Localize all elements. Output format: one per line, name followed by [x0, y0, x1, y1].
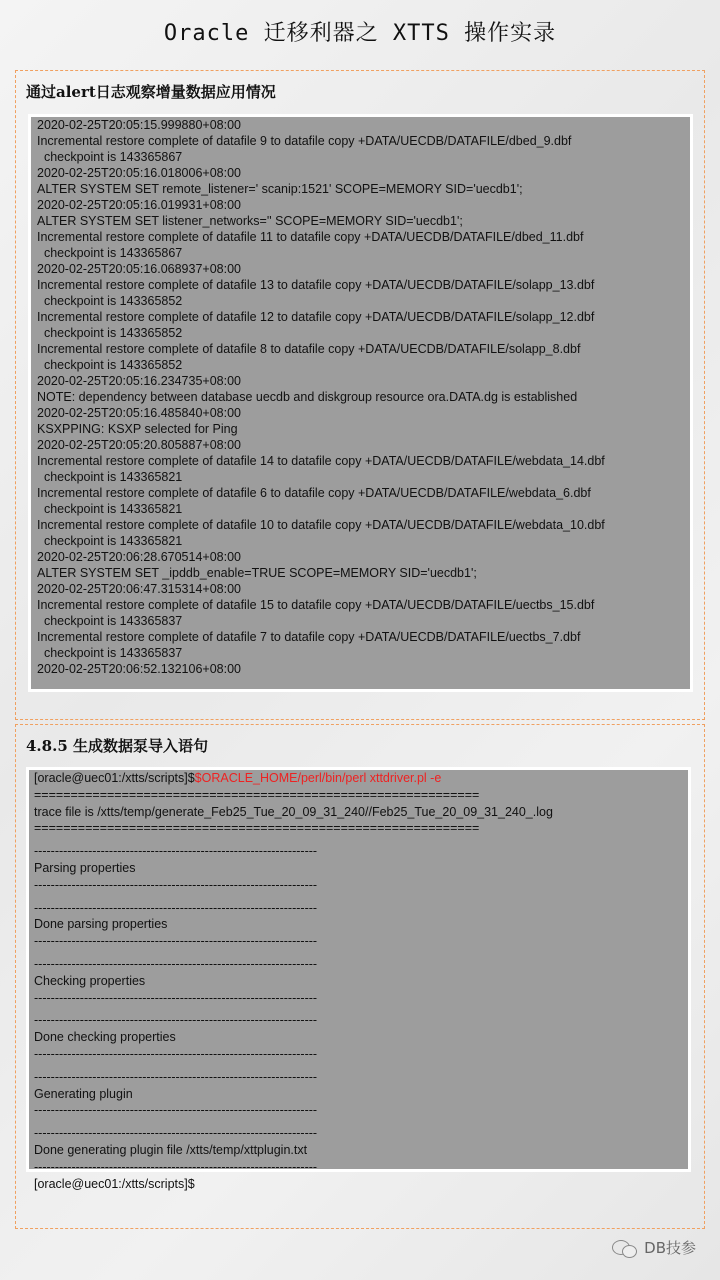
code-line: =============================================================	[34, 787, 480, 802]
code-line: ALTER SYSTEM SET _ipddb_enable=TRUE SCOPE=MEMORY SID='uecdb1';	[37, 566, 477, 580]
alert-log-code-block	[28, 114, 693, 692]
code-line: Incremental restore complete of datafile 14 to datafile copy +DATA/UECDB/DATAFILE/webdata_14.dbf	[37, 454, 605, 468]
code-line: trace file is /xtts/temp/generate_Feb25_Tue_20_09_31_240//Feb25_Tue_20_09_31_240_.log	[34, 804, 553, 819]
code-line: checkpoint is 143365821	[37, 470, 183, 484]
code-line: checkpoint is 143365821	[37, 502, 183, 516]
watermark	[612, 1237, 696, 1258]
code-line: 2020-02-25T20:06:28.670514+08:00	[37, 550, 241, 564]
code-line: ALTER SYSTEM SET listener_networks='' SCOPE=MEMORY SID='uecdb1';	[37, 214, 463, 228]
code-line: Done generating plugin file /xtts/temp/xttplugin.txt	[34, 1142, 308, 1157]
code-line: Done checking properties	[34, 1030, 176, 1045]
code-line: checkpoint is 143365867	[37, 246, 183, 260]
code-line: 2020-02-25T20:05:16.018006+08:00	[37, 166, 241, 180]
code-line: --------------------------------------------------------------------	[34, 844, 318, 859]
code-line: checkpoint is 143365852	[37, 358, 183, 372]
code-line: Incremental restore complete of datafile 11 to datafile copy +DATA/UECDB/DATAFILE/dbed_11.dbf	[37, 230, 584, 244]
code-line: 2020-02-25T20:05:15.999880+08:00	[37, 118, 241, 132]
code-line: Checking properties	[34, 973, 146, 988]
code-line: --------------------------------------------------------------------	[34, 1046, 318, 1061]
code-line: Incremental restore complete of datafile 12 to datafile copy +DATA/UECDB/DATAFILE/solapp_12.dbf	[37, 310, 595, 324]
code-line: Incremental restore complete of datafile 15 to datafile copy +DATA/UECDB/DATAFILE/uectbs_15.dbf	[37, 598, 595, 612]
code-line: --------------------------------------------------------------------	[34, 990, 318, 1005]
code-line: checkpoint is 143365852	[37, 326, 183, 340]
code-line: Incremental restore complete of datafile 13 to datafile copy +DATA/UECDB/DATAFILE/solapp_13.dbf	[37, 278, 595, 292]
code-line: [oracle@uec01:/xtts/scripts]$	[34, 1176, 195, 1191]
code-line: --------------------------------------------------------------------	[34, 956, 318, 971]
code-line: Incremental restore complete of datafile 8 to datafile copy +DATA/UECDB/DATAFILE/solapp_8.dbf	[37, 342, 581, 356]
code-line: --------------------------------------------------------------------	[34, 1159, 318, 1174]
section-heading: 通过alert日志观察增量数据应用情况	[26, 83, 276, 101]
code-line: Incremental restore complete of datafile 9 to datafile copy +DATA/UECDB/DATAFILE/dbed_9.dbf	[37, 134, 572, 148]
code-line: 2020-02-25T20:05:16.068937+08:00	[37, 262, 241, 276]
wechat-icon	[612, 1238, 638, 1258]
alert-log-lines	[37, 117, 684, 677]
code-line: 2020-02-25T20:06:47.315314+08:00	[37, 582, 241, 596]
code-line: --------------------------------------------------------------------	[34, 934, 318, 949]
code-line: Generating plugin	[34, 1086, 133, 1101]
code-line: KSXPPING: KSXP selected for Ping	[37, 422, 238, 436]
section-heading: 4.8.5 生成数据泵导入语句	[26, 737, 208, 755]
code-line: checkpoint is 143365821	[37, 534, 183, 548]
code-line: checkpoint is 143365837	[37, 614, 183, 628]
code-line: =============================================================	[34, 821, 480, 836]
datapump-lines	[34, 770, 683, 1192]
code-line: 2020-02-25T20:05:16.485840+08:00	[37, 406, 241, 420]
page-title: Oracle 迁移利器之 XTTS 操作实录	[163, 21, 557, 46]
code-line: Parsing properties	[34, 860, 136, 875]
code-line: Incremental restore complete of datafile 10 to datafile copy +DATA/UECDB/DATAFILE/webdata_10.dbf	[37, 518, 605, 532]
shell-prompt: [oracle@uec01:/xtts/scripts]$	[34, 771, 195, 785]
datapump-code-block	[26, 767, 691, 1191]
code-line: 2020-02-25T20:06:52.132106+08:00	[37, 662, 241, 676]
code-line: --------------------------------------------------------------------	[34, 1103, 318, 1118]
code-line: checkpoint is 143365837	[37, 646, 183, 660]
watermark-text: DB技参	[644, 1239, 696, 1257]
datapump-section	[15, 724, 705, 1229]
code-line: Incremental restore complete of datafile 6 to datafile copy +DATA/UECDB/DATAFILE/webdata_6.dbf	[37, 486, 591, 500]
code-line: checkpoint is 143365852	[37, 294, 183, 308]
command-line	[34, 770, 683, 787]
code-line: --------------------------------------------------------------------	[34, 1126, 318, 1141]
code-line: --------------------------------------------------------------------	[34, 900, 318, 915]
code-line: Done parsing properties	[34, 917, 168, 932]
code-line: --------------------------------------------------------------------	[34, 1013, 318, 1028]
code-line: 2020-02-25T20:05:16.019931+08:00	[37, 198, 241, 212]
code-line: checkpoint is 143365867	[37, 150, 183, 164]
code-line: ALTER SYSTEM SET remote_listener=' scanip:1521' SCOPE=MEMORY SID='uecdb1';	[37, 182, 523, 196]
code-line: NOTE: dependency between database uecdb and diskgroup resource ora.DATA.dg is established	[37, 390, 578, 404]
alert-log-section	[15, 70, 705, 720]
code-line: 2020-02-25T20:05:16.234735+08:00	[37, 374, 241, 388]
code-line: --------------------------------------------------------------------	[34, 1069, 318, 1084]
code-line: --------------------------------------------------------------------	[34, 877, 318, 892]
code-line: Incremental restore complete of datafile 7 to datafile copy +DATA/UECDB/DATAFILE/uectbs_7.dbf	[37, 630, 581, 644]
shell-command: $ORACLE_HOME/perl/bin/perl xttdriver.pl -e	[194, 771, 442, 785]
code-line: 2020-02-25T20:05:20.805887+08:00	[37, 438, 241, 452]
